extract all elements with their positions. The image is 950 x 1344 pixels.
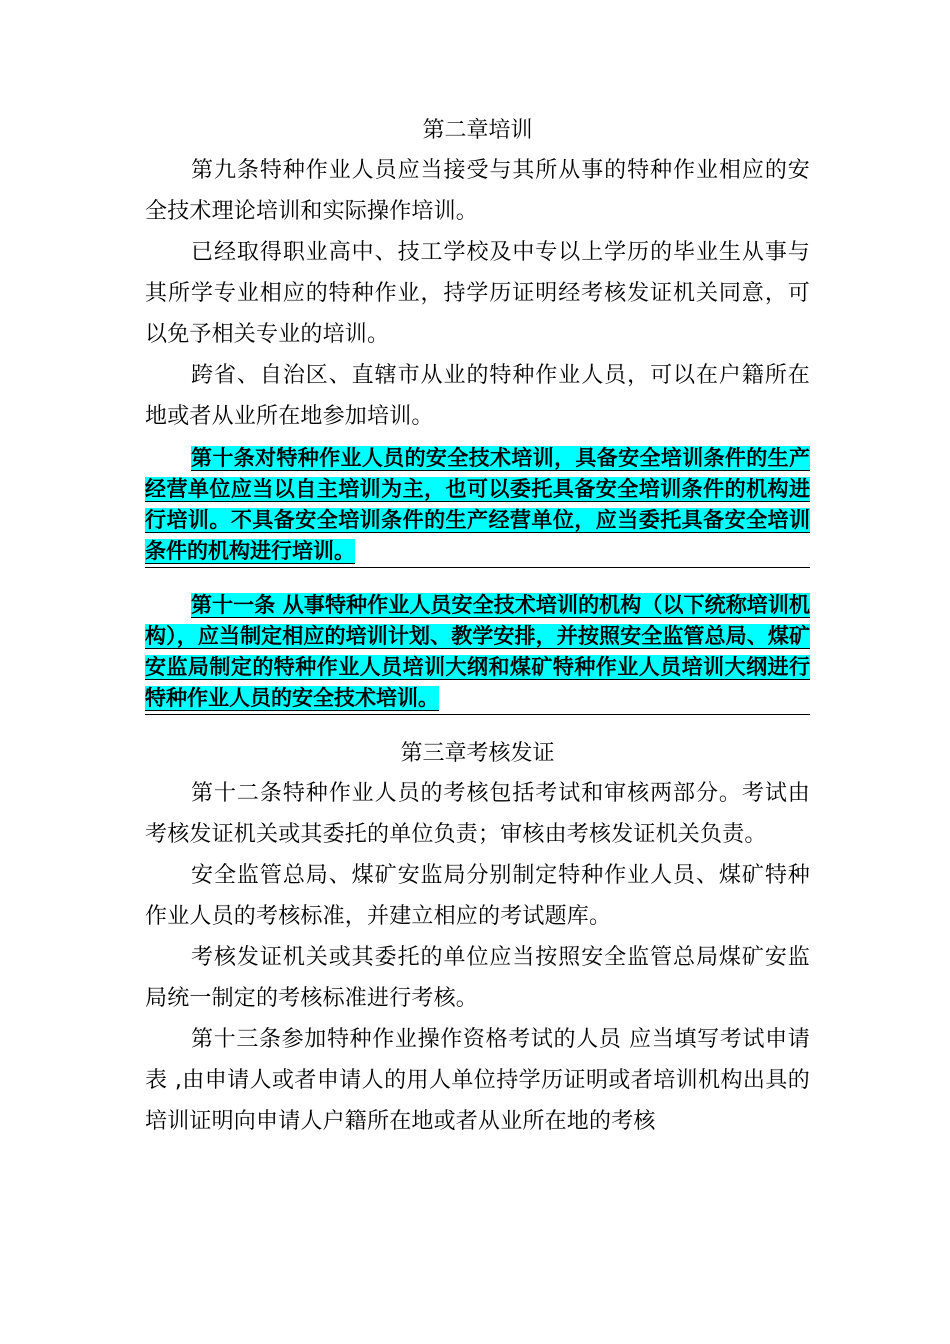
article-9-paragraph-1: 第九条特种作业人员应当接受与其所从事的特种作业相应的安全技术理论培训和实际操作培训。 (145, 158, 810, 224)
article-9-paragraph-3: 跨省、自治区、直辖市从业的特种作业人员，可以在户籍所在地或者从业所在地参加培训。 (145, 363, 810, 429)
article-10-text: 第十条对特种作业人员的安全技术培训，具备安全培训条件的生产经营单位应当以自主培训为主，也可以委托具备安全培训条件的机构进行培训。不具备安全培训条件的生产经营单位，应当委托具备安全培训条件的机构进行培训。 (145, 446, 810, 563)
article-12-paragraph-3: 考核发证机关或其委托的单位应当按照安全监管总局煤矿安监局统一制定的考核标准进行考核。 (145, 945, 810, 1011)
article-11-text: 第十一条 从事特种作业人员安全技术培训的机构（以下统称培训机构），应当制定相应的培训计划、教学安排，并按照安全监管总局、煤矿安监局制定的特种作业人员培训大纲和煤矿特种作业人员培训大纲进行特种作业人员的安全技术培训。 (145, 593, 810, 710)
article-9-paragraph-2: 已经取得职业高中、技工学校及中专以上学历的毕业生从事与其所学专业相应的特种作业，持学历证明经考核发证机关同意，可以免予相关专业的培训。 (145, 240, 810, 347)
article-11-paragraph (145, 590, 810, 714)
article-11-highlight-block (145, 590, 810, 715)
document-body (145, 112, 810, 1142)
article-10-paragraph (145, 443, 810, 567)
chapter-3-title: 第三章考核发证 (400, 741, 555, 766)
article-12-paragraph-2: 安全监管总局、煤矿安监局分别制定特种作业人员、煤矿特种作业人员的考核标准，并建立相应的考试题库。 (145, 863, 810, 929)
article-10-highlight-block (145, 443, 810, 568)
article-12-paragraph-1: 第十二条特种作业人员的考核包括考试和审核两部分。考试由考核发证机关或其委托的单位负责；审核由考核发证机关负责。 (145, 781, 810, 847)
chapter-2-title: 第二章培训 (422, 118, 533, 143)
article-13-paragraph-1: 第十三条参加特种作业操作资格考试的人员 应当填写考试申请表 ,由申请人或者申请人的用人单位持学历证明或者培训机构出具的培训证明向申请人户籍所在地或者从业所在地的考核 (145, 1027, 810, 1134)
